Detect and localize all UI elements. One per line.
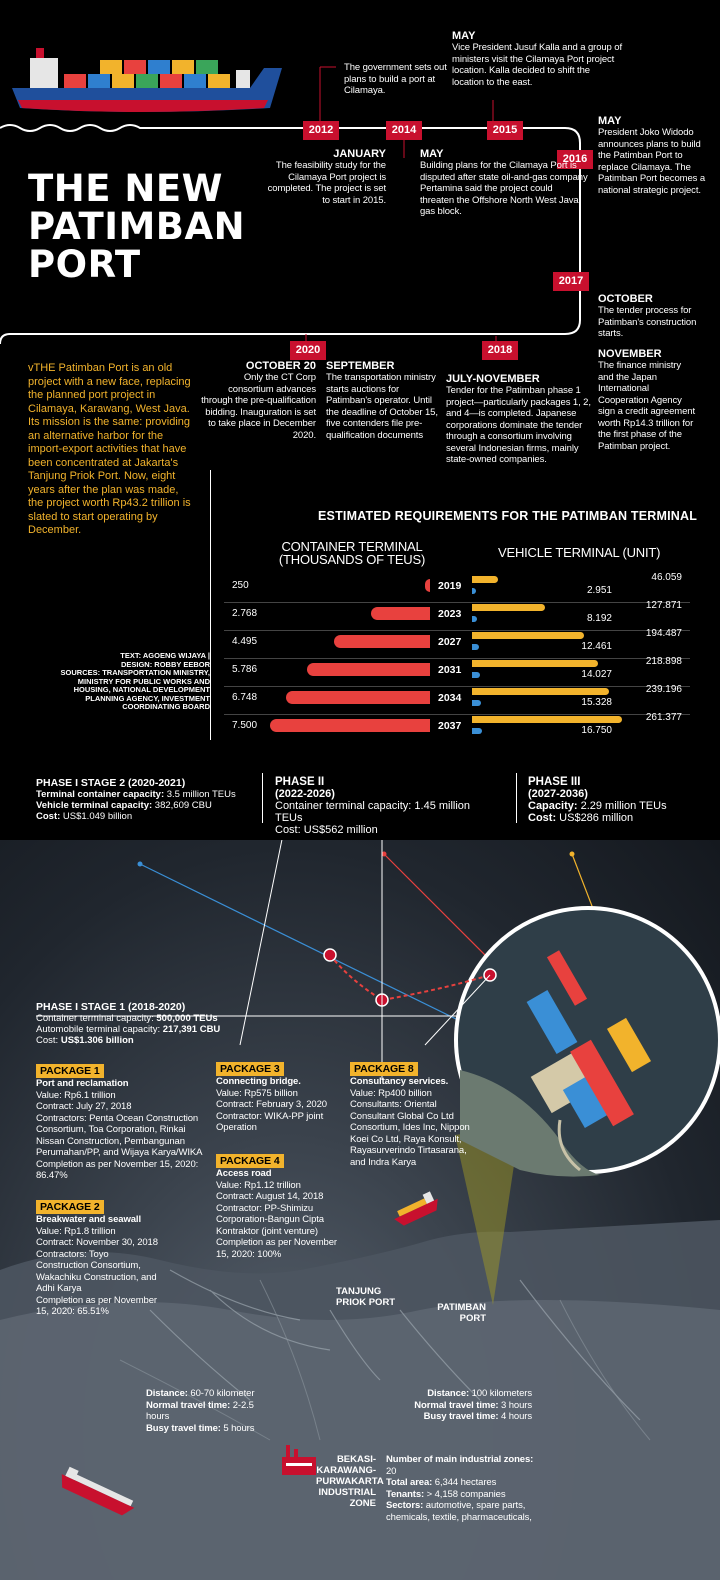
year-badge-2018: 2018 [482, 341, 518, 360]
vehicle-value-label-a: 194.487 [645, 628, 682, 639]
industrial-zone-info: Number of main industrial zones: 20 Total area: 6,344 hectares Tenants: > 4,158 companies Sectors: automotive, spare parts, chemicals, textile, pharmaceuticals, [386, 1454, 534, 1523]
small-ship-icon [390, 1190, 442, 1228]
event-head: OCTOBER [598, 293, 653, 305]
phase-line: Terminal container capacity: 3.5 million TEUs [36, 789, 236, 800]
package-label: PACKAGE 1 [36, 1064, 104, 1078]
title-line: PATIMBAN [28, 205, 246, 248]
vehicle-value-label-b: 15.328 [581, 697, 612, 708]
year-label: 2034 [438, 692, 462, 704]
vehicle-bar-b [472, 588, 476, 594]
package-4: PACKAGE 4 Access road Value: Rp1.12 trillion Contract: August 14, 2018 Contractor: PP-Shimizu Corporation-Bangun Cipta Kontraktor (joint venture) Completion as per November 15, 2020: 100% [216, 1155, 337, 1260]
year-badge-2016: 2016 [557, 150, 593, 169]
container-bar [371, 607, 430, 620]
year-label: 2037 [438, 720, 462, 732]
container-value-label: 4.495 [232, 636, 258, 647]
package-8: PACKAGE 8 Consultancy services. Value: Rp400 billion Consultants: Oriental Consultant Global Co Ltd Consortium, Ides Inc, Nippon Koei Co Ltd, Raya Konsult, Rayasurverindo Tirtasarana, and Indra Karya [350, 1063, 470, 1168]
vehicle-bar-a [472, 660, 598, 667]
vehicle-value-label-a: 127.871 [645, 600, 682, 611]
event-head: MAY [452, 30, 476, 42]
phase1-stage2 [36, 778, 256, 822]
event-head: JANUARY [333, 148, 386, 160]
event-head: MAY [598, 115, 622, 127]
container-value-label: 7.500 [232, 720, 258, 731]
year-badge-2015: 2015 [487, 121, 523, 140]
container-bar [270, 719, 430, 732]
event-head: JULY-NOVEMBER [446, 373, 540, 385]
row-separator [224, 630, 690, 631]
phase-head: PHASE I STAGE 2 (2020-2021) [36, 777, 186, 789]
chart-title: ESTIMATED REQUIREMENTS FOR THE PATIMBAN TERMINAL [318, 509, 698, 523]
patimban-label: PATIMBAN PORT [437, 1302, 486, 1324]
vehicle-title: VEHICLE TERMINAL (UNIT) [498, 545, 661, 560]
year-badge-2017: 2017 [553, 272, 589, 291]
event-text: Tender for the Patimban phase 1 project—particularly packages 1, 2, and 4—is completed. Japanese corporations dominate the tender through a consortium involving several Indonesian firms, mainly state-owned companies. [446, 385, 591, 465]
event-text: The transportation ministry starts auctions for Patimban's operator. Until the deadline of October 15, five contenders file pre-qualification documents [326, 372, 438, 441]
container-bar [307, 663, 430, 676]
container-value-label: 6.748 [232, 692, 258, 703]
vehicle-value-label-a: 218.898 [645, 656, 682, 667]
phase1-stage1: PHASE I STAGE 1 (2018-2020) Container terminal capacity: 500,000 TEUs Automobile terminal capacity: 217,391 CBU Cost: US$1.306 billion [36, 1002, 266, 1046]
credit-line: HOUSING, NATIONAL DEVELOPMENT [73, 685, 210, 694]
container-value-label: 2.768 [232, 608, 258, 619]
event-text: The tender process for Patimban's construction starts. [598, 305, 697, 339]
credit-line: TEXT: AGOENG WIJAYA | [120, 651, 210, 660]
phase-years: (2022-2026) [275, 788, 335, 800]
vehicle-value-label-a: 239.196 [645, 684, 682, 695]
container-title: CONTAINER TERMINAL [281, 539, 423, 554]
event-head: OCTOBER 20 [245, 360, 316, 372]
row-separator [224, 686, 690, 687]
phase-head: PHASE I STAGE 1 (2018-2020) [36, 1001, 186, 1013]
credit-line: SOURCES: TRANSPORTATION MINISTRY, [60, 668, 210, 677]
vehicle-bar-a [472, 576, 498, 583]
phase2 [275, 776, 495, 836]
vehicle-bar-b [472, 616, 477, 622]
phase-line: Container terminal capacity: 1.45 million TEUs [275, 800, 471, 824]
event-text: Vice President Jusuf Kalla and a group of ministers visit the Cilamaya Port project location. Kalla decided to shift the location to the east. [452, 42, 623, 88]
factory-icon [282, 1445, 316, 1475]
year-badge-2020: 2020 [290, 341, 326, 360]
vehicle-value-label-b: 16.750 [581, 725, 612, 736]
container-bar [286, 691, 430, 704]
package-label: PACKAGE 2 [36, 1200, 104, 1214]
row-separator [224, 602, 690, 603]
vehicle-value-label-a: 46.059 [651, 572, 682, 583]
tanjung-priok-label: TANJUNG PRIOK PORT [336, 1286, 396, 1308]
event-head: MAY [420, 148, 444, 160]
vehicle-bar-a [472, 632, 584, 639]
vehicle-bar-b [472, 644, 479, 650]
credit-line: DESIGN: ROBBY EEBOR [120, 659, 210, 669]
vehicle-bar-b [472, 672, 480, 678]
vehicle-value-label-b: 2.951 [586, 585, 612, 596]
bar-chart [0, 0, 720, 760]
year-label: 2027 [438, 636, 462, 648]
phase-line: Cost: US$1.049 billion [36, 811, 133, 822]
row-separator [224, 658, 690, 659]
year-badge-2012: 2012 [303, 121, 339, 140]
container-subtitle: (THOUSANDS OF TEUS) [278, 552, 426, 567]
year-label: 2019 [438, 580, 462, 592]
event-head: SEPTEMBER [326, 360, 395, 372]
vehicle-value-label-a: 261.377 [645, 712, 682, 723]
event-text: Only the CT Corp consortium advances through the pre-qualification bidding. Inauguration is set to take place in December 2020. [201, 372, 316, 441]
phase-head: PHASE II [275, 776, 325, 788]
phase-head: PHASE III [528, 776, 581, 788]
package-3: PACKAGE 3 Connecting bridge. Value: Rp575 billion Contract: February 3, 2020 Contractor: WIKA-PP joint Operation [216, 1063, 327, 1133]
credit-line: MINISTRY FOR PUBLIC WORKS AND [77, 676, 210, 686]
container-bar [334, 635, 430, 648]
event-text: President Joko Widodo announces plans to build the Patimban Port to replace Cilamaya. The Patimban Port becomes a national strategic project. [598, 127, 706, 196]
vehicle-bar-b [472, 700, 481, 706]
vehicle-bar-a [472, 716, 622, 723]
year-label: 2023 [438, 608, 462, 620]
event-head: NOVEMBER [598, 348, 662, 360]
package-label: PACKAGE 8 [350, 1062, 418, 1076]
container-bar [425, 579, 430, 592]
credit-line: COORDINATING BOARD [122, 702, 210, 711]
year-badge-2014: 2014 [386, 121, 422, 140]
phase-line: Vehicle terminal capacity: 382,609 CBU [36, 800, 212, 811]
package-1: PACKAGE 1 Port and reclamation Value: Rp6.1 trillion Contract: July 27, 2018 Contractors: Penta Ocean Construction Consortium, Toa Corporation, Rinkai Nissan Construction, Pembangunan Perumahan/PP, and Wijaya Karya/WIKA Completion as per November 15, 2020: 86.47% [36, 1065, 203, 1181]
phase-years: (2027-2036) [528, 788, 588, 800]
vehicle-value-label-b: 8.192 [586, 613, 612, 624]
package-label: PACKAGE 4 [216, 1154, 284, 1168]
package-label: PACKAGE 3 [216, 1062, 284, 1076]
row-separator [224, 714, 690, 715]
vehicle-bar-b [472, 728, 482, 734]
vehicle-bar-a [472, 604, 545, 611]
credit-line: PLANNING AGENCY, INVESTMENT [85, 693, 210, 703]
year-label: 2031 [438, 664, 462, 676]
title-line: THE NEW [28, 167, 223, 210]
event-text: The feasibility study for the Cilamaya Port project is completed. The project is set to start in 2015. [267, 160, 386, 206]
vehicle-value-label-b: 12.461 [581, 641, 612, 652]
container-value-label: 5.786 [232, 664, 258, 675]
title-line: PORT [28, 243, 141, 286]
intro-text: vTHE Patimban Port is an old project with a new face, replacing the planned port project in Cilamaya, Karawang, West Java. Its mission is the same: providing an alternative harbor for the import-export activities that have been concentrated at Jakarta's Tanjung Priok Port. Now, eight years after the plan was made, the project worth Rp43.2 trillion is slated to start operating by December. [28, 362, 191, 536]
event-text: Building plans for the Cilamaya Port is disputed after state oil-and-gas company Pertamina said the project could threaten the Offshore North West Java gas block. [420, 160, 588, 217]
tanker-icon [57, 1465, 139, 1519]
container-value-label: 250 [232, 580, 249, 591]
route-right-info: Distance: 100 kilometers Normal travel time: 3 hours Busy travel time: 4 hours [414, 1388, 532, 1422]
vehicle-bar-a [472, 688, 609, 695]
event-2012-plan: The government sets out plans to build a port at Cilamaya. [344, 62, 447, 96]
package-2: PACKAGE 2 Breakwater and seawall Value: Rp1.8 trillion Contract: November 30, 2018 Contractors: Toyo Construction Consortium, Wakachiku Construction, and Adhi Karya Completion as per November 15, 2020: 65.51% [36, 1201, 158, 1317]
phase-line: Cost: US$562 million [275, 824, 378, 836]
industrial-zone-label: BEKASI-KARAWANG-PURWAKARTA INDUSTRIAL ZONE [316, 1454, 384, 1509]
vehicle-value-label-b: 14.027 [581, 669, 612, 680]
route-left-info: Distance: 60-70 kilometer Normal travel time: 2-2.5 hours Busy travel time: 5 hours [146, 1388, 255, 1434]
event-text: The finance ministry and the Japan International Cooperation Agency sign a credit agreement worth Rp14.3 trillion for the first phase of the Patimban project. [598, 360, 695, 452]
phase3: PHASE III (2027-2036) Capacity: 2.29 million TEUs Cost: US$286 million [528, 776, 708, 824]
